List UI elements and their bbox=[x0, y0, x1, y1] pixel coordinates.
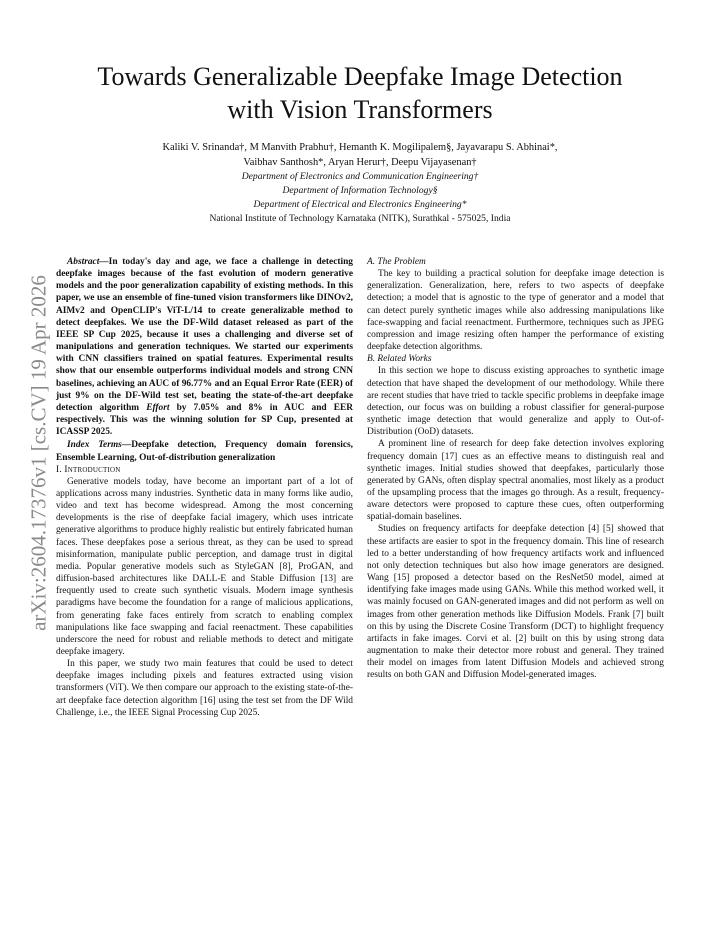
affiliation-eee: Department of Electrical and Electronics Engineering* bbox=[253, 199, 467, 210]
problem-paragraph-1: The key to building a practical solution for deepfake image detection is generalization. Generalization, here, refers to two aspects of deepfake detection; a model that is agnostic to the type of generator and a model that can detect purely synthetic images while also addressing manipulations like face-swapping and facial reenactment. Furthermore, techniques such as JPEG compression and image resizing often hamper the performance of existing deepfake detection algorithms. bbox=[367, 269, 664, 353]
institution: National Institute of Technology Karnataka (NITK), Surathkal - 575025, India bbox=[209, 213, 511, 224]
subsection-heading-related-works: B. Related Works bbox=[367, 354, 432, 365]
paper-title-line-2: with Vision Transformers bbox=[227, 95, 493, 124]
index-terms bbox=[56, 439, 353, 463]
affiliation-it: Department of Information Technology§ bbox=[282, 185, 438, 196]
abstract-effort-term: Effort bbox=[146, 402, 170, 413]
abstract-text-end: by 7.05% and 8% in AUC and EER respectively. This was the winning solution for SP Cup, presented at ICASSP 2025. bbox=[56, 402, 353, 438]
paper-title bbox=[40, 60, 680, 126]
subsection-heading-problem: A. The Problem bbox=[367, 257, 426, 267]
abstract-label: Abstract— bbox=[67, 257, 109, 267]
authors-line-1: Kaliki V. Srinanda†, M Manvith Prabhu†, Hemanth K. Mogilipalem§, Jayavarapu S. Abhinai*, bbox=[162, 142, 558, 153]
related-paragraph-3: Studies on frequency artifacts for deepfake detection [4] [5] showed that these artifacts are easier to spot in the frequency domain. This line of research led to a better understanding of how frequency artifacts work and influenced not only detection techniques but also how image generators are designed. Wang [15] proposed a detector based on the ResNet50 model, aimed at identifying fake images made using GANs. While this method worked well, it was mainly focused on GAN-generated images and did not perform as well on images from other generation methods like Diffusion Models. Frank [7] built on this by using the Discrete Cosine Transform (DCT) to highlight frequency artifacts in fake images. Corvi et al. [2] built on this by using strong data augmentation to make their detector more robust and general. They trained their model on images from latent Diffusion Models and achieved strong results on both GAN and Diffusion Model-generated images. bbox=[367, 524, 664, 681]
abstract-text: In today's day and age, we face a challenge in detecting deepfake images because of the fast evolution of modern generative models and the poor generalization capability of existing methods. In this paper, we use an ensemble of fine-tuned vision transformers like DINOv2, AIMv2 and OpenCLIP's ViT-L/14 to create generalizable method to detect deepfakes. We use the DF-Wild dataset released as part of the IEEE SP Cup 2025, because it uses a challenging and diverse set of manipulations and generation techniques. We started our experiments with CNN classifiers trained on spatial features. Experimental results show that our ensemble outperforms individual models and strong CNN baselines, achieving an AUC of 96.77% and an Equal Error Rate (EER) of just 9% on the DF-Wild test set, beating the state-of-the-art deepfake detection algorithm bbox=[56, 257, 353, 413]
arxiv-sidebar-stamp bbox=[28, 263, 50, 643]
section-heading-introduction bbox=[56, 464, 353, 476]
index-terms-label: Index Terms bbox=[67, 440, 122, 451]
section-title: Introduction bbox=[64, 464, 121, 475]
abstract bbox=[56, 256, 353, 438]
related-paragraph-1: In this section we hope to discuss existing approaches to synthetic image detection that have shaped the development of our methodology. While there are recent studies that have tried to tackle specific problems in deepfake image detection, our focus was on building a robust classifier for general-purpose synthetic image detection that would generalize and apply to Out-of-Distribution (OoD) datasets. bbox=[367, 366, 664, 438]
related-paragraph-2: A prominent line of research for deep fake detection involves exploring frequency domain [17] cues as an effective means to distinguish real and synthetic images. Initial studies showed that deepfakes, particularly those generated by GANs, often display spectral anomalies, most likely as a product of the upsampling process that the images go through. As a result, frequency-aware detectors were proposed to capture these cues, often outperforming spatial-domain baselines. bbox=[367, 439, 664, 523]
author-block bbox=[60, 140, 660, 226]
right-column bbox=[367, 256, 664, 681]
authors-line-2: Vaibhav Santhosh*, Aryan Herur†, Deepu Vijayasenan† bbox=[243, 157, 477, 168]
index-terms-text: —Deepfake detection, Frequency domain forensics, Ensemble Learning, Out-of-distribution generalization bbox=[56, 440, 353, 463]
intro-paragraph-1: Generative models today, have become an important part of a lot of applications across many industries. Synthetic data in many forms like audio, video and text has become widespread. Among the most concerning developments is the rise of deepfake facial imagery, which uses intricate generative algorithms to produce highly realistic but entirely fabricated human faces. These deepfakes pose a serious threat, as they can be used to spread misinformation, manipulate public perception, and damage trust in digital media. Popular generative models such as StyleGAN [8], ProGAN, and diffusion-based architectures like DALL-E and Stable Diffusion [13] are frequently used to create such synthetic visuals. Modern image synthesis paradigms have become the foundation for a range of malicious applications, from generating fake faces entirely from scratch to enabling complex manipulations like face swapping and facial reenactment. These capabilities underscore the need for robust and reliable methods to detect and mitigate deepfake imagery. bbox=[56, 476, 353, 657]
section-number: I. bbox=[56, 464, 65, 475]
left-column bbox=[56, 256, 353, 719]
paper-title-line-1: Towards Generalizable Deepfake Image Detection bbox=[97, 62, 623, 91]
affiliation-ece: Department of Electronics and Communication Engineering† bbox=[241, 171, 479, 182]
arxiv-identifier: arXiv:2604.17376v1 [cs.CV] 19 Apr 2026 bbox=[26, 275, 51, 631]
intro-paragraph-2: In this paper, we study two main features that could be used to detect deepfake images including pixels and features extracted using vision transformers (ViT). We then compare our approach to the existing state-of-the-art deepfake face detection algorithm [16] using the test set from the DF Wild Challenge, i.e., the IEEE Signal Processing Cup 2025. bbox=[56, 659, 353, 718]
